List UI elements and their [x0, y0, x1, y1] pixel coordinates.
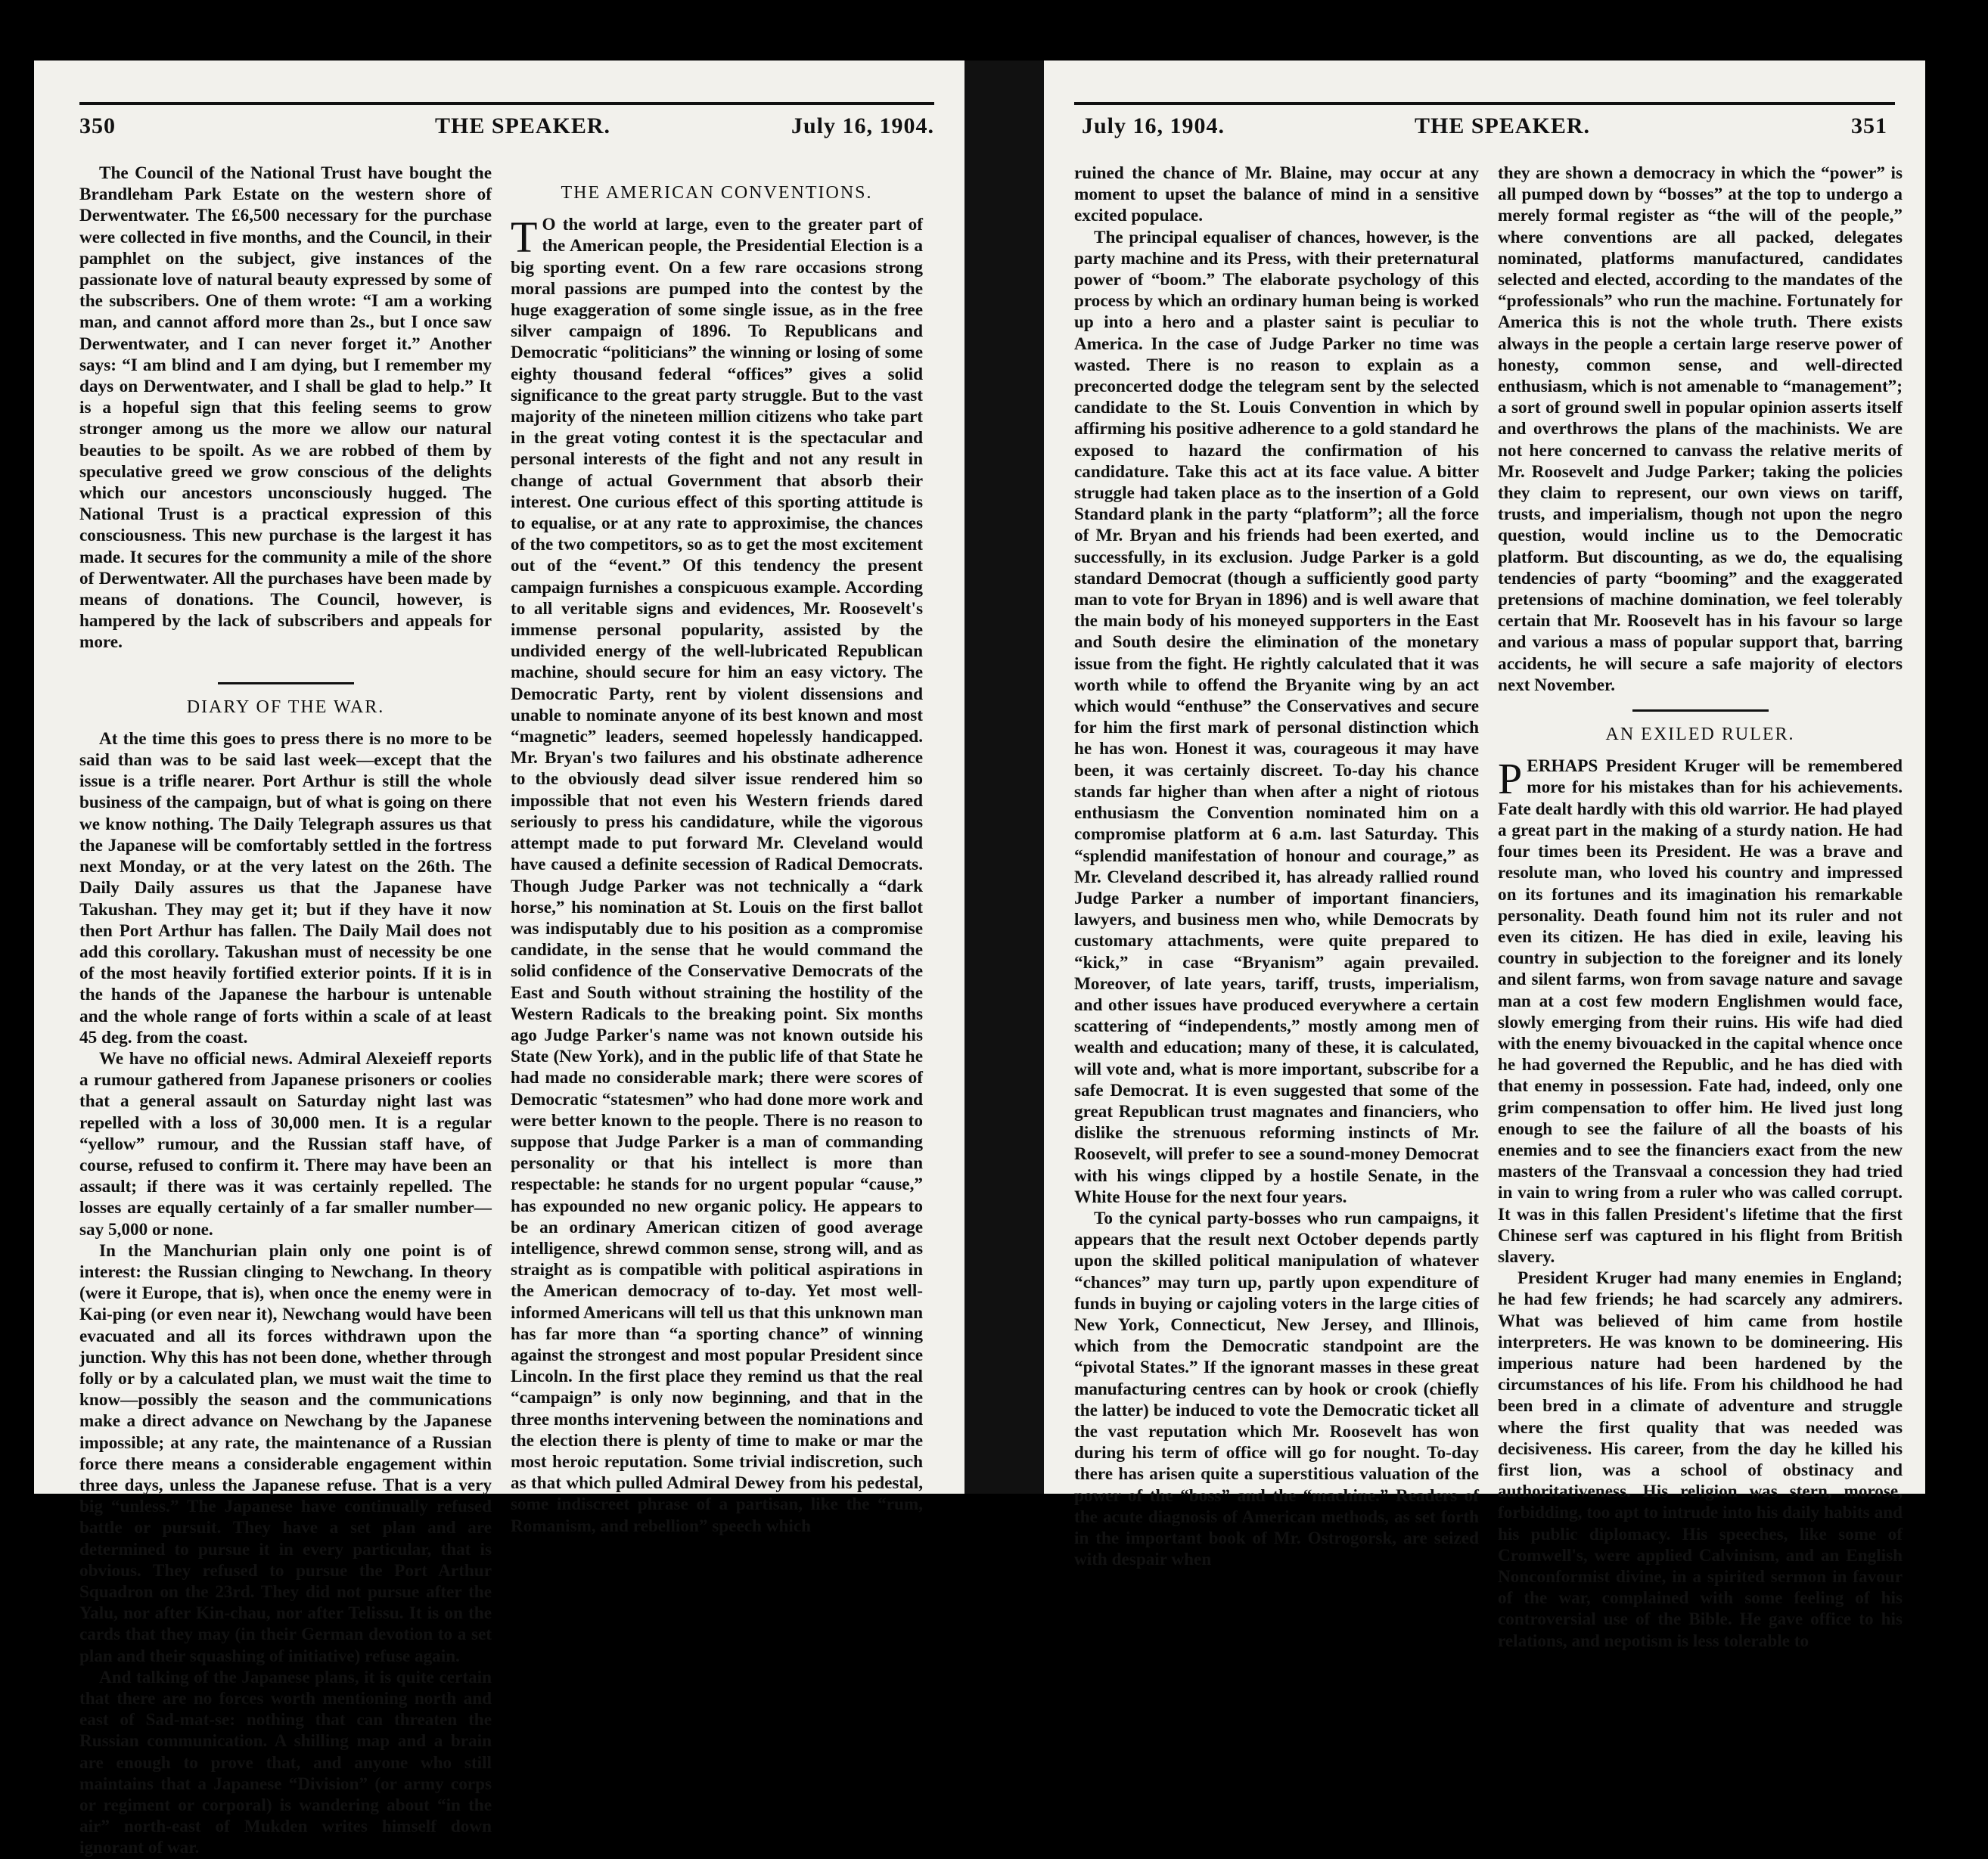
- drop-cap: T: [511, 213, 538, 262]
- american-conventions-heading: THE AMERICAN CONVENTIONS.: [561, 183, 873, 203]
- running-title: THE SPEAKER.: [435, 113, 611, 138]
- diary-heading: DIARY OF THE WAR.: [186, 697, 385, 717]
- header-rule-top: [1074, 102, 1895, 105]
- national-trust-paragraph: The Council of the National Trust have bought the Brandleham Park Estate on the western shore of Derwentwater. The £6,500 necessary for the purchase were collected in five months, and the Council, in their pamphlet on the subject, give instances of the passionate love of natural beauty expressed by some of the subscribers. One of them wrote: “I am a working man, and cannot afford more than 2s., but I once saw Derwentwater, and I can never forget it.” Another says: “I am blind and I am dying, but I remember my days on Derwentwater, and I shall be glad to help.” It is a hopeful sign that this feeling seems to grow stronger among us the more we allow our natural beauties to be spoilt. As we are robbed of them by speculative greed we grow conscious of the delights which our ancestors unconsciously hugged. The National Trust is a practical expression of this consciousness. This new purchase is the largest it has made. It secures for the community a mile of the shore of Derwentwater. All the purchases have been made by means of donations. The Council, however, is hampered by the lack of subscribers and appeals for more.: [79, 163, 492, 653]
- section-divider: [218, 682, 354, 684]
- american-conventions-paragraph: [511, 214, 923, 1537]
- right-column-1: [1074, 163, 1479, 1570]
- page-number: 351: [1851, 113, 1887, 138]
- left-column-2: [511, 178, 923, 1537]
- diary-paragraph: We have no official news. Admiral Alexeieff reports a rumour gathered from Japanese prisoners or coolies that a general assault on Saturday night last was repelled with a loss of 30,000 men. It is a regular “yellow” rumour, and the Russian staff have, of course, refused to confirm it. There may have been an assault; if there was it was certainly repelled. The losses are equally certainly of a far smaller number—say 5,000 or none.: [79, 1048, 492, 1240]
- exiled-ruler-paragraph: President Kruger had many enemies in England; he had few friends; he had scarcely any admirers. What was believed of him came from hostile interpreters. He was known to be domineering. His imperious nature had been hardened by the circumstances of his life. From his childhood he had been bred in a climate of adventure and struggle where the first quality that was needed was decisiveness. His career, from the day he killed his first lion, was a school of obstinacy and authoritativeness. His religion was stern, morose, forbidding, too apt to intrude into his daily habits and his public diplomacy. His speeches, like some of Cromwell's, were applied Calvinism, and an English Nonconformist divine, in a spirited sermon in favour of the war, complained with some feeling of his controversial use of the Bible. He gave office to his relations, and nepotism is less tolerable to: [1498, 1268, 1903, 1651]
- exiled-ruler-text: ERHAPS President Kruger will be remembered more for his mistakes than for his achievements. Fate dealt hardly with this old warrior. He had played a great part in the making of a sturdy nation. He had four times been its President. He was a brave and resolute man, who loved his country and impressed on its fortunes and its imagination his remarkable personality. Death found him not its ruler and not even its citizen. He has died in exile, leaving his country in subjection to the foreigner and its lonely and silent farms, won from savage nature and savage man at a cost few modern Englishmen would face, slowly emerging from their ruins. His wife had died with the enemy bivouacked in the capital whence once he had governed the Republic, and he has died with that enemy in possession. Fate had, indeed, only one grim compensation to offer him. He lived just long enough to see the failure of all the boasts of his enemies and to see the financiers exact from the new masters of the Transvaal a concession they had tried in vain to wring from a ruler who was called corrupt. It was in this fallen President's lifetime that the first Chinese serf was captured in his flight from British slavery.: [1498, 756, 1903, 1267]
- exiled-ruler-heading: AN EXILED RULER.: [1605, 725, 1795, 745]
- page-right: [1044, 61, 1925, 1651]
- running-title: THE SPEAKER.: [1415, 113, 1591, 138]
- section-divider: [1632, 709, 1769, 712]
- diary-paragraph: At the time this goes to press there is no more to be said than was to be said last week—except that the issue is a trifle nearer. Port Arthur is still the whole business of the campaign, but of what is going on there we know nothing. The Daily Telegraph assures us that the Japanese will be comfortably settled in the fortress next Monday, or at the very latest on the 26th. The Daily Daily assures us that the Japanese have Takushan. They may get it; but if they have it now then Port Arthur has fallen. The Daily Mail does not add this corollary. Takushan must of necessity be one of the most heavily fortified exterior points. If it is in the hands of the Japanese the harbour is untenable and the whole range of forts within a scale of at least 45 deg. from the coast.: [79, 728, 492, 1047]
- page-date: July 16, 1904.: [791, 113, 934, 138]
- page-date: July 16, 1904.: [1082, 113, 1225, 138]
- conventions-conclusion-paragraph: they are shown a democracy in which the “power” is all pumped down by “bosses” at the top to undergo a merely formal register as “the will of the people,” where conventions are all packed, delegates nominated, platforms manufactured, candidates selected and elected, according to the mandates of the “professionals” who run the machine. Fortunately for America this is not the whole truth. There exists always in the people a certain large reserve power of honesty, common sense, and well-directed enthusiasm, which is not amenable to “management”; a sort of ground swell in popular opinion asserts itself and overthrows the plans of the machinists. We are not here concerned to canvass the relative merits of Mr. Roosevelt and Judge Parker; taking the policies they claim to represent, our own views on tariff, trusts, and imperialism, though not upon the negro question, would incline us to the Democratic platform. But discounting, as we do, the equalising tendencies of party “booming” and the exaggerated pretensions of machine domination, we feel tolerably certain that Mr. Roosevelt has in his favour so large and various a mass of popular support that, barring accidents, he will secure a safe majority of electors next November.: [1498, 163, 1903, 695]
- exiled-ruler-paragraph: [1498, 756, 1903, 1268]
- page-left: [34, 61, 964, 1858]
- diary-paragraph: In the Manchurian plain only one point is of interest: the Russian clinging to Newchang. In theory (were it Europe, that is), when once the enemy were in Kai-ping (or even near it), Newchang would have been evacuated and all its forces withdrawn upon the junction. Why this has not been done, whether through folly or by a calculated plan, we must wait the time to know—possibly the season and the communications make a direct advance on Newchang by the Japanese impossible; at any rate, the maintenance of a Russian force there means a considerable engagement within three days, unless the Japanese refuse. That is a very big “unless.” The Japanese have continually refused battle or pursuit. They have a set plan and are determined to pursue it in every particular, that is obvious. They refused to pursue the Port Arthur Squadron on the 23rd. They did not pursue after the Yalu, nor after Kin-chau, nor after Telissu. It is on the cards that they may (in their German devotion to a set plan and their squashing of initiative) refuse again.: [79, 1240, 492, 1666]
- right-column-2: [1498, 163, 1903, 1652]
- header-rule-top: [79, 102, 934, 105]
- diary-paragraph: And talking of the Japanese plans, it is quite certain that there are no forces worth mentioning north and east of Sad-mat-se: nothing that can threaten the Russian communication. A shilling map and a brain are enough to prove that, and anyone who still maintains that a Japanese “Division” (or army corps or regiment or corporal) is wandering about “in the air” north-east of Mukden writes himself down ignorant of war.: [79, 1667, 492, 1858]
- left-column-1: [79, 163, 492, 1859]
- conventions-continued-paragraph: To the cynical party-bosses who run campaigns, it appears that the result next October depends partly upon the skilled political manipulation of whatever “chances” may turn up, partly upon expenditure of funds in buying or cajoling voters in the large cities of New York, Connecticut, New Jersey, and Illinois, which from the Democratic standpoint are the “pivotal States.” If the ignorant masses in these great manufacturing centres can by hook or crook (chiefly the latter) be induced to vote the Democratic ticket all the vast reputation which Mr. Roosevelt has won during his term of office will go for nought. To-day there has arisen quite a superstitious valuation of the power of the “boss” and the “machine.” Readers of the acute diagnosis of American methods, as set forth in the important book of Mr. Ostrogorsk, are seized with despair when: [1074, 1208, 1479, 1570]
- american-conventions-text: O the world at large, even to the greater part of the American people, the Presidential Election is a big sporting event. On a few rare occasions strong moral passions are pumped into the contest by the huge exaggeration of some single issue, as in the free silver campaign of 1896. To Republicans and Democratic “politicians” the winning or losing of some eighty thousand federal “offices” gives a solid significance to the great party struggle. But to the vast majority of the nineteen million citizens who take part in the great voting contest it is the spectacular and personal interests of the fight and not any result in change of actual Government that absorb their interest. One curious effect of this sporting attitude is to equalise, or at any rate to approximise, the chances of the two competitors, so as to get the most excitement out of the “event.” Of this tendency the present campaign furnishes a conspicuous example. According to all veritable signs and evidences, Mr. Roosevelt's immense personal popularity, assisted by the undivided energy of the well-lubricated Republican machine, should secure for him an easy victory. The Democratic Party, rent by violent dissensions and unable to nominate anyone of its best known and most “magnetic” leaders, seemed hopelessly handicapped. Mr. Bryan's two failures and his obstinate adherence to the obviously dead silver issue rendered him so impossible that not even his Western friends dared seriously to press his candidature, while the vigorous attempt made to put forward Mr. Cleveland would have caused a definite secession of Radical Democrats. Though Judge Parker was not technically a “dark horse,” his nomination at St. Louis on the first ballot was indisputably due to his position as a compromise candidate, in the sense that he would command the solid confidence of the Conservative Democrats of the East and South without straining the hostility of the Western Radicals to the breaking point. Six months ago Judge Parker's name was not known outside his State (New York), and in the public life of that State he had made no considerable mark; there were scores of Democratic “statesmen” who had done more work and were better known to the people. There is no reason to suppose that Judge Parker is a man of commanding personality or that his intellect is more than respectable: he stands for no urgent popular “cause,” has expounded no new organic policy. He appears to be an ordinary American citizen of good average intelligence, shrewd common sense, strong will, and as straight as is compatible with political aspirations in the American democracy of to-day. Yet most well-informed Americans will tell us that this unknown man has far more than “a sporting chance” of winning against the strongest and most popular President since Lincoln. In the first place they remind us that the real “campaign” is only now beginning, and that in the three months intervening between the nominations and the election there is plenty of time to make or mar the most heroic reputation. Some trivial indiscretion, such as that which pulled Admiral Dewey from his pedestal, some indiscreet phrase of a partisan, like the “rum, Romanism, and rebellion” speech which: [511, 215, 923, 1536]
- page-header-left: [79, 102, 934, 147]
- drop-cap: P: [1498, 754, 1523, 804]
- page-header-right: [1074, 102, 1895, 147]
- conventions-continued-paragraph: The principal equaliser of chances, however, is the party machine and its Press, with their preternatural power of “boom.” The elaborate psychology of this process by which an ordinary human being is worked up into a hero and a plaster saint is peculiar to America. In the case of Judge Parker no time was wasted. There is no reason to explain as a preconcerted dodge the telegram sent by the selected candidate to the St. Louis Convention in which by affirming his positive adherence to a gold standard he exposed to hazard the confirmation of his candidature. Take this act at its face value. A bitter struggle had taken place as to the insertion of a Gold Standard plank in the party “platform”; all the force of Mr. Bryan and his friends had been exerted, and successfully, in its exclusion. Judge Parker is a gold standard Democrat (though a sufficiently good party man to vote for Bryan in 1896) and is well aware that the main body of his moneyed supporters in the East and South desire the elimination of the monetary issue from the fight. He rightly calculated that it was worth while to offend the Bryanite wing by an act which would “enthuse” the Conservatives and secure for him the first mark of personal distinction which he has won. Honest it was, courageous it may have been, it was certainly discreet. To-day his chance stands far higher than when after a night of riotous enthusiasm the Convention nominated him on a compromise platform at 6 a.m. last Saturday. This “splendid manifestation of honour and courage,” as Mr. Cleveland described it, has already rallied round Judge Parker a number of important financiers, lawyers, and business men who, while Democrats by customary attachments, were quite prepared to “kick,” in case “Bryanism” again prevailed. Moreover, of late years, tariff, trusts, imperialism, and other issues have produced everywhere a certain scattering of “independents,” mostly among men of wealth and education; many of these, it is calculated, will vote and, what is more important, subscribe for a safe Democrat. It is even suggested that some of the great Republican trust magnates and financiers, who dislike the strenuous reforming instincts of Mr. Roosevelt, will prefer to see a sound-money Democrat with his wings clipped by a hostile Senate, in the White House for the next four years.: [1074, 227, 1479, 1207]
- page-number: 350: [79, 113, 116, 138]
- conventions-continued-paragraph: ruined the chance of Mr. Blaine, may occur at any moment to upset the balance of mind in a sensitive excited populace.: [1074, 163, 1479, 226]
- book-gutter: [964, 61, 1044, 1494]
